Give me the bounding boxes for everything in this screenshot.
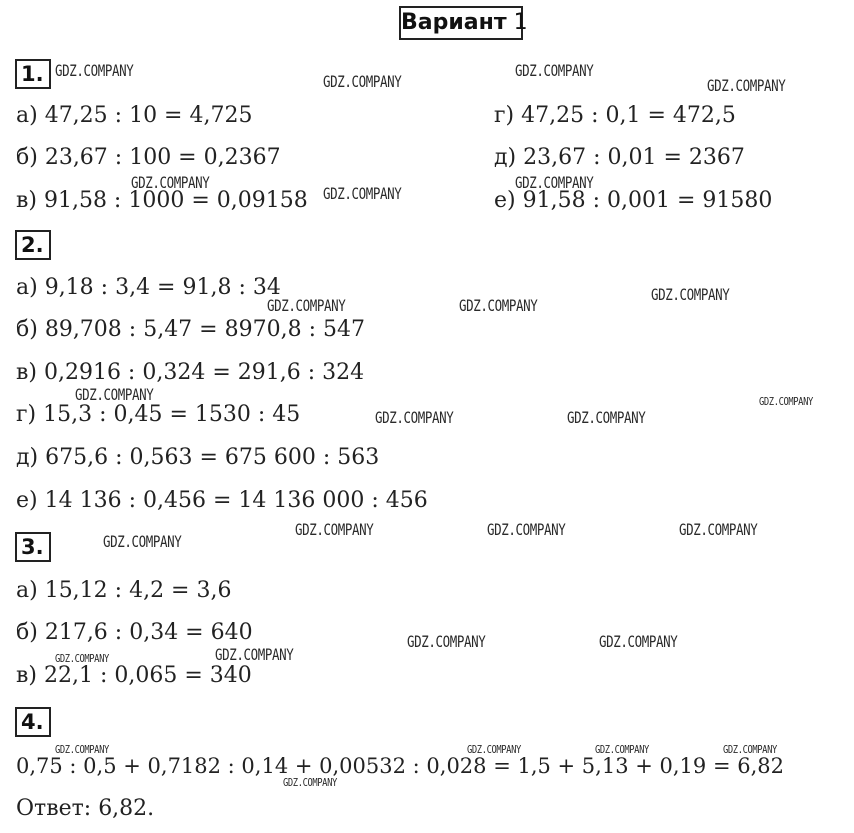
watermark: GDZ.COMPANY [55,743,109,756]
page-title [399,6,528,40]
task2-line-a: а) 9,18 : 3,4 = 91,8 : 34 [16,275,281,300]
watermark: GDZ.COMPANY [459,296,538,315]
title-label: Вариант [401,10,507,35]
task3-line-a: а) 15,12 : 4,2 = 3,6 [16,578,232,603]
task1-line-b: б) 23,67 : 100 = 0,2367 [16,145,281,170]
watermark: GDZ.COMPANY [759,395,813,408]
watermark: GDZ.COMPANY [595,743,649,756]
task2-line-g: г) 15,3 : 0,45 = 1530 : 45 [16,402,301,427]
watermark: GDZ.COMPANY [375,408,454,427]
task1-line-g: г) 47,25 : 0,1 = 472,5 [494,103,736,128]
task1-line-v: в) 91,58 : 1000 = 0,09158 [16,188,308,213]
watermark: GDZ.COMPANY [407,632,486,651]
watermark: GDZ.COMPANY [267,296,346,315]
task4-expression: 0,75 : 0,5 + 0,7182 : 0,14 + 0,00532 : 0,028 = 1,5 + 5,13 + 0,19 = 6,82 [16,754,784,778]
task2-line-e: е) 14 136 : 0,456 = 14 136 000 : 456 [16,488,428,513]
task2-line-b: б) 89,708 : 5,47 = 8970,8 : 547 [16,317,365,342]
task-number-3: 3. [15,532,51,562]
watermark: GDZ.COMPANY [467,743,521,756]
watermark: GDZ.COMPANY [679,520,758,539]
watermark: GDZ.COMPANY [323,72,402,91]
watermark: GDZ.COMPANY [215,645,294,664]
task4-answer: Ответ: 6,82. [16,796,155,821]
watermark: GDZ.COMPANY [103,532,182,551]
watermark: GDZ.COMPANY [567,408,646,427]
task-number-2: 2. [15,230,51,260]
title-number: 1 [513,10,528,35]
task-number-1: 1. [15,59,51,89]
task2-line-v: в) 0,2916 : 0,324 = 291,6 : 324 [16,360,365,385]
watermark: GDZ.COMPANY [651,285,730,304]
watermark: GDZ.COMPANY [55,652,109,665]
watermark: GDZ.COMPANY [295,520,374,539]
watermark: GDZ.COMPANY [707,76,786,95]
watermark: GDZ.COMPANY [515,61,594,80]
watermark: GDZ.COMPANY [131,173,210,192]
watermark: GDZ.COMPANY [283,776,337,789]
watermark: GDZ.COMPANY [323,184,402,203]
watermark: GDZ.COMPANY [75,385,154,404]
task1-line-d: д) 23,67 : 0,01 = 2367 [494,145,745,170]
task1-line-a: а) 47,25 : 10 = 4,725 [16,103,253,128]
watermark: GDZ.COMPANY [55,61,134,80]
watermark: GDZ.COMPANY [515,173,594,192]
task-number-4: 4. [15,707,51,737]
task3-line-b: б) 217,6 : 0,34 = 640 [16,620,253,645]
watermark: GDZ.COMPANY [599,632,678,651]
task1-line-e: е) 91,58 : 0,001 = 91580 [494,188,773,213]
watermark: GDZ.COMPANY [487,520,566,539]
task3-line-v: в) 22,1 : 0,065 = 340 [16,663,252,688]
watermark: GDZ.COMPANY [723,743,777,756]
task2-line-d: д) 675,6 : 0,563 = 675 600 : 563 [16,445,380,470]
